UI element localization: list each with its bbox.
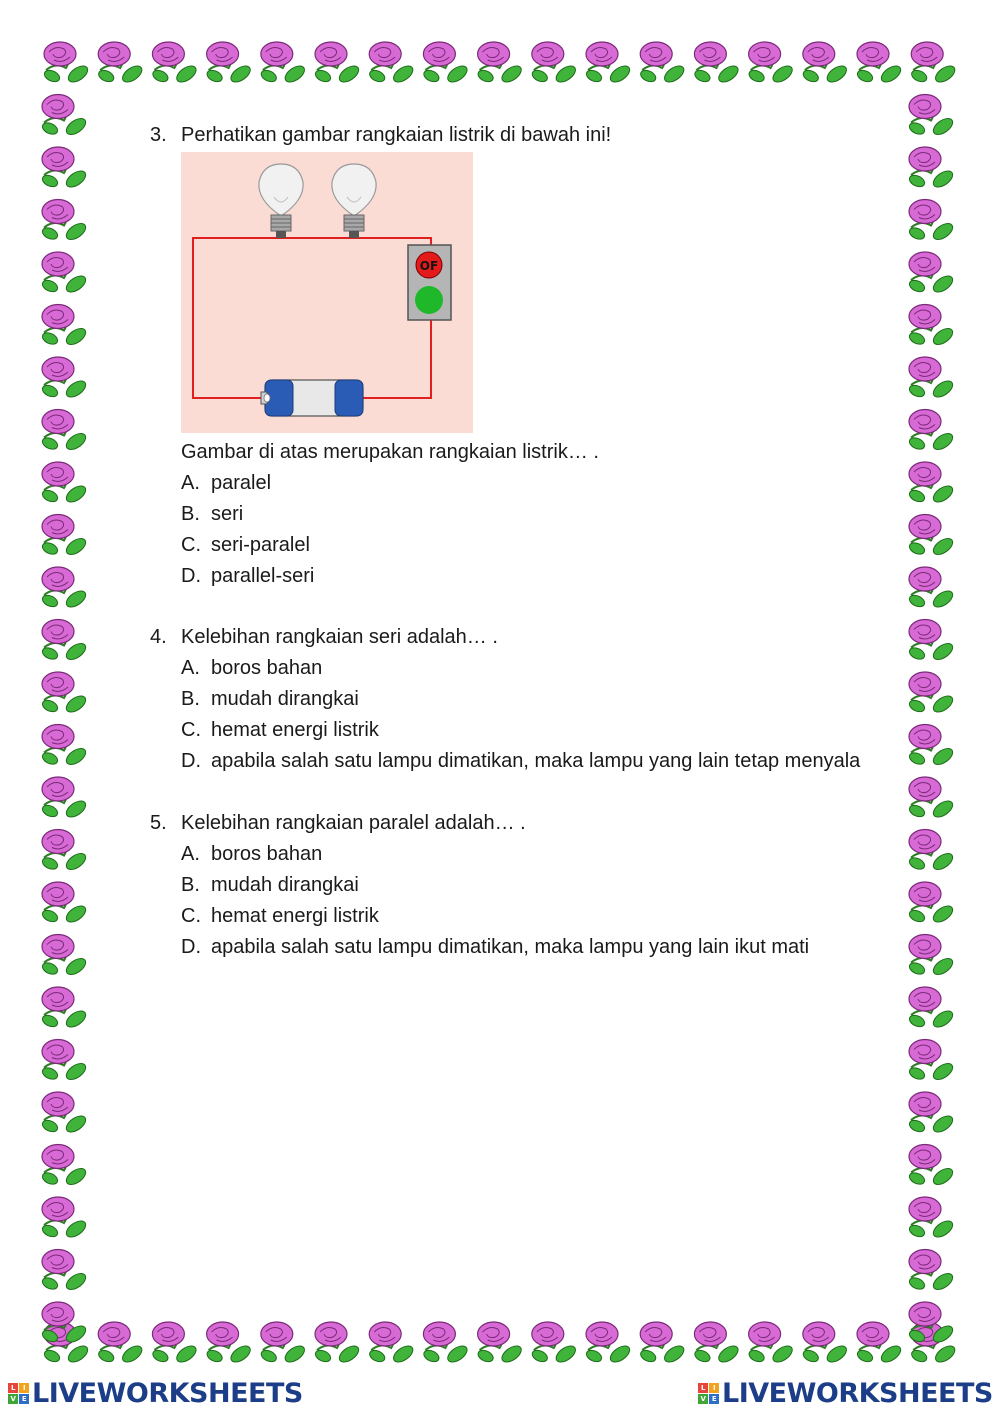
rose-icon bbox=[639, 42, 687, 85]
rose-icon bbox=[41, 777, 89, 820]
rose-icon bbox=[908, 1145, 956, 1188]
rose-icon bbox=[97, 42, 145, 85]
rose-icon bbox=[908, 987, 956, 1030]
rose-icon bbox=[205, 1322, 253, 1365]
rose-icon bbox=[693, 1322, 741, 1365]
rose-icon bbox=[908, 935, 956, 978]
option-a[interactable]: A. boros bahan bbox=[181, 843, 323, 865]
option-b[interactable]: B. seri bbox=[181, 503, 244, 525]
option-c[interactable]: C. hemat energi listrik bbox=[181, 905, 379, 927]
rose-icon bbox=[908, 672, 956, 715]
rose-icon bbox=[747, 42, 795, 85]
rose-icon bbox=[747, 1322, 795, 1365]
rose-icon bbox=[41, 252, 89, 295]
rose-icon bbox=[205, 42, 253, 85]
rose-icon bbox=[908, 200, 956, 243]
rose-icon bbox=[422, 42, 470, 85]
option-c[interactable]: C. hemat energi listrik bbox=[181, 719, 379, 741]
option-d[interactable]: D. apabila salah satu lampu dimatikan, maka lampu yang lain ikut mati bbox=[181, 936, 810, 958]
question-stem: Perhatikan gambar rangkaian listrik di bawah ini! bbox=[181, 124, 612, 146]
rose-icon bbox=[41, 987, 89, 1030]
rose-icon bbox=[908, 1250, 956, 1293]
question-stem: Kelebihan rangkaian seri adalah… . bbox=[181, 626, 498, 648]
rose-icon bbox=[585, 1322, 633, 1365]
rose-icon bbox=[43, 42, 91, 85]
switch-label: OF bbox=[419, 259, 439, 273]
question-number: 3. bbox=[150, 124, 167, 146]
rose-icon bbox=[908, 252, 956, 295]
circuit-wire bbox=[363, 320, 431, 398]
rose-icon bbox=[908, 1092, 956, 1135]
battery-icon bbox=[261, 380, 363, 416]
brand-right[interactable] bbox=[698, 1378, 993, 1408]
rose-icon bbox=[41, 305, 89, 348]
circuit-wire bbox=[193, 238, 277, 398]
rose-icon bbox=[908, 515, 956, 558]
rose-icon bbox=[908, 305, 956, 348]
rose-icon bbox=[908, 462, 956, 505]
rose-icon bbox=[910, 42, 958, 85]
rose-icon bbox=[41, 147, 89, 190]
rose-icon bbox=[41, 1250, 89, 1293]
switch-icon bbox=[408, 245, 451, 320]
rose-icon bbox=[908, 1197, 956, 1240]
rose-icon bbox=[422, 1322, 470, 1365]
rose-icon bbox=[41, 725, 89, 768]
rose-icon bbox=[41, 1092, 89, 1135]
option-d[interactable]: D. apabila salah satu lampu dimatikan, maka lampu yang lain tetap menyala bbox=[181, 750, 861, 772]
rose-icon bbox=[41, 620, 89, 663]
question-4 bbox=[150, 622, 860, 777]
brand-logo-icon: L I V E bbox=[8, 1383, 29, 1404]
brand-left[interactable] bbox=[8, 1378, 303, 1408]
question-stem: Kelebihan rangkaian paralel adalah… . bbox=[181, 812, 526, 834]
rose-icon bbox=[41, 882, 89, 925]
option-b[interactable]: B. mudah dirangkai bbox=[181, 874, 359, 896]
rose-icon bbox=[908, 410, 956, 453]
option-a[interactable]: A. paralel bbox=[181, 472, 272, 494]
rose-icon bbox=[908, 882, 956, 925]
rose-icon bbox=[41, 672, 89, 715]
rose-icon bbox=[314, 42, 362, 85]
rose-icon bbox=[41, 357, 89, 400]
rose-icon bbox=[908, 567, 956, 610]
rose-icon bbox=[908, 357, 956, 400]
option-b[interactable]: B. mudah dirangkai bbox=[181, 688, 359, 710]
rose-icon bbox=[41, 1145, 89, 1188]
rose-icon bbox=[801, 1322, 849, 1365]
rose-icon bbox=[41, 200, 89, 243]
question-5 bbox=[150, 808, 809, 963]
rose-icon bbox=[41, 1197, 89, 1240]
question-3 bbox=[150, 120, 611, 151]
rose-icon bbox=[41, 1040, 89, 1083]
bulb-icon bbox=[332, 164, 376, 238]
rose-icon bbox=[259, 42, 307, 85]
question-3-options bbox=[150, 468, 314, 592]
question-number: 5. bbox=[150, 812, 167, 834]
rose-icon bbox=[41, 935, 89, 978]
rose-icon bbox=[259, 1322, 307, 1365]
rose-icon bbox=[97, 1322, 145, 1365]
rose-icon bbox=[41, 95, 89, 138]
rose-icon bbox=[41, 515, 89, 558]
rose-icon bbox=[908, 1040, 956, 1083]
circuit-wire bbox=[277, 238, 431, 245]
rose-icon bbox=[908, 620, 956, 663]
rose-icon bbox=[530, 1322, 578, 1365]
rose-icon bbox=[368, 42, 416, 85]
rose-icon bbox=[908, 725, 956, 768]
question-number: 4. bbox=[150, 626, 167, 648]
question-3-caption: Gambar di atas merupakan rangkaian listrik… . bbox=[181, 441, 599, 463]
rose-icon bbox=[368, 1322, 416, 1365]
brand-logo-icon: L I V E bbox=[698, 1383, 719, 1404]
rose-icon bbox=[908, 777, 956, 820]
rose-icon bbox=[41, 830, 89, 873]
rose-icon bbox=[41, 410, 89, 453]
rose-icon bbox=[639, 1322, 687, 1365]
rose-icon bbox=[856, 1322, 904, 1365]
rose-icon bbox=[314, 1322, 362, 1365]
brand-name: LIVEWORKSHEETS bbox=[32, 1377, 303, 1409]
brand-name: LIVEWORKSHEETS bbox=[722, 1377, 993, 1409]
rose-icon bbox=[41, 462, 89, 505]
option-d[interactable]: D. parallel-seri bbox=[181, 565, 315, 587]
rose-icon bbox=[908, 147, 956, 190]
rose-icon bbox=[908, 95, 956, 138]
rose-icon bbox=[908, 830, 956, 873]
rose-icon bbox=[151, 1322, 199, 1365]
option-c[interactable]: C. seri-paralel bbox=[181, 534, 310, 556]
option-a[interactable]: A. boros bahan bbox=[181, 657, 323, 679]
rose-icon bbox=[476, 42, 524, 85]
rose-icon bbox=[151, 42, 199, 85]
rose-icon bbox=[530, 42, 578, 85]
rose-icon bbox=[856, 42, 904, 85]
rose-icon bbox=[801, 42, 849, 85]
bulb-icon bbox=[259, 164, 303, 238]
rose-icon bbox=[41, 567, 89, 610]
rose-icon bbox=[585, 42, 633, 85]
circuit-diagram bbox=[181, 152, 473, 433]
rose-icon bbox=[476, 1322, 524, 1365]
rose-icon bbox=[693, 42, 741, 85]
